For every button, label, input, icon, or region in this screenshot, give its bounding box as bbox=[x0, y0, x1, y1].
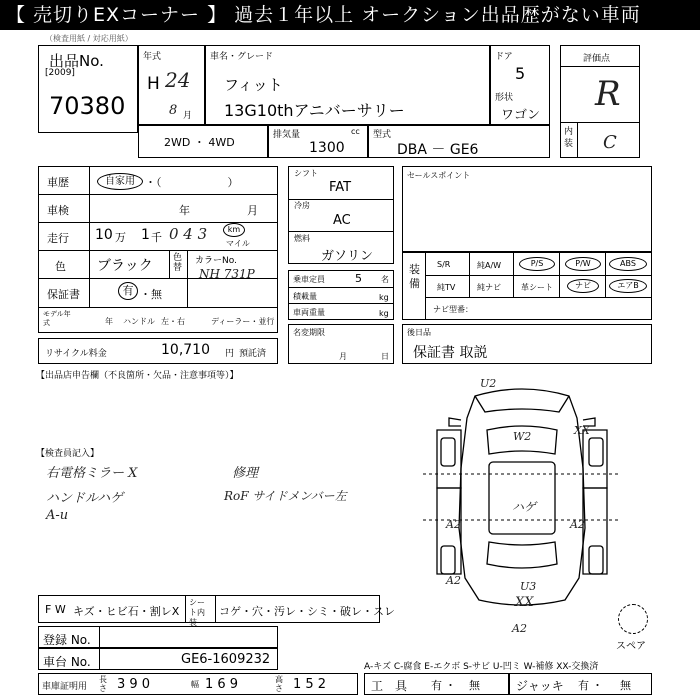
mark-roof: U2 bbox=[480, 377, 497, 390]
weight-unit: kg bbox=[379, 309, 389, 318]
color-code-hand: NH 731P bbox=[199, 267, 255, 281]
displacement-label: 排気量 bbox=[273, 130, 301, 140]
jack-box: ジャッキ 有 ・ 無 bbox=[509, 673, 652, 695]
shape-label: 形状 bbox=[495, 93, 514, 103]
displacement-unit: cc bbox=[351, 127, 360, 136]
garage-cert-box bbox=[38, 673, 358, 695]
equip-airbag: エアB bbox=[609, 279, 647, 293]
lot-label: 出品No. bbox=[49, 52, 104, 70]
color-code-label: カラーNo. bbox=[195, 256, 237, 266]
car-model: フィット bbox=[224, 76, 283, 94]
score-box bbox=[560, 45, 640, 158]
door-value: 5 bbox=[515, 64, 526, 83]
capacity-value: 5 bbox=[355, 272, 362, 285]
tools-box: 工 具 有 ・ 無 bbox=[364, 673, 509, 695]
model-year-year: 年 bbox=[105, 317, 113, 326]
capacity-unit: 名 bbox=[381, 275, 389, 284]
year-label: 年式 bbox=[143, 52, 162, 62]
mileage-sen: 1 bbox=[141, 227, 150, 243]
mileage-man-unit: 万 bbox=[115, 231, 126, 244]
inspection-year: 年 bbox=[179, 204, 190, 217]
mileage-unit-km: km bbox=[223, 223, 245, 237]
name-label: 車名・グレード bbox=[210, 52, 274, 62]
year-month: 8 bbox=[169, 103, 178, 118]
drive-value: 2WD ・ 4WD bbox=[164, 136, 235, 149]
equip-navi2: ナビ bbox=[567, 279, 599, 293]
year-month-unit: 月 bbox=[183, 111, 193, 121]
mark-right-mid: A2 bbox=[570, 518, 585, 531]
equipment-label: 装備 bbox=[409, 263, 420, 290]
tools-label: 工 具 bbox=[371, 679, 408, 693]
name-change-day: 日 bbox=[381, 352, 389, 361]
color-change-label: 色替 bbox=[173, 253, 183, 273]
inspector-right1: 修理 bbox=[232, 466, 259, 481]
mark-rear: U3 bbox=[520, 580, 537, 593]
chassis-label: 車台 No. bbox=[43, 655, 91, 669]
tools-yes: 有 bbox=[431, 679, 442, 692]
recycle-box bbox=[38, 338, 278, 364]
aircon-value: AC bbox=[333, 213, 351, 228]
name-change-box bbox=[288, 324, 394, 364]
cert-label: 車庫証明用 bbox=[42, 682, 88, 692]
damage-legend: A-キズ C-腐食 E-エクボ S-サビ U-凹ミ W-補修 XX-交換済 bbox=[364, 662, 599, 672]
form-note: （検査用紙 / 対応用紙） bbox=[45, 34, 133, 43]
shift-label: シフト bbox=[294, 169, 318, 178]
fw-sheet: シート内装 bbox=[189, 598, 205, 627]
car-grade: 13G10thアニバーサリー bbox=[224, 101, 405, 120]
load-label: 積載量 bbox=[293, 292, 317, 301]
mark-center: ハゲ bbox=[512, 500, 537, 514]
recycle-label: リサイクル料金 bbox=[45, 349, 107, 359]
navi-model-label: ナビ型番： bbox=[433, 305, 473, 314]
inspector-right2: RoF サイドメンバー左 bbox=[224, 489, 347, 503]
equip-abs: ABS bbox=[609, 257, 647, 271]
jack-label: ジャッキ bbox=[516, 679, 564, 693]
seller-notes-label: 【出品店申告欄（不良箇所・欠品・注意事項等）】 bbox=[36, 371, 239, 381]
auction-banner: 【 売切りEXコーナー 】 過去１年以上 オークション出品歴がない車両 bbox=[0, 0, 700, 30]
warranty-label: 保証書 bbox=[47, 288, 80, 301]
equip-navi: 純ナビ bbox=[477, 283, 501, 292]
jack-no: 無 bbox=[620, 679, 631, 692]
detail-box bbox=[38, 166, 278, 333]
inspector-label: 【検査員記入】 bbox=[36, 449, 100, 459]
year-era: H bbox=[147, 74, 160, 94]
registration-label: 登録 No. bbox=[43, 633, 91, 647]
weight-label: 車両重量 bbox=[293, 308, 325, 317]
model-year-label: モデル年式 bbox=[43, 310, 71, 327]
inspector-line3: A-u bbox=[46, 508, 69, 523]
shift-value: FAT bbox=[329, 180, 352, 195]
color-value: ブラック bbox=[97, 258, 153, 274]
equipment-box bbox=[402, 252, 652, 320]
warranty-dot: ・ bbox=[140, 288, 151, 301]
model-code-value: DBA － GE6 bbox=[397, 142, 479, 158]
score-value: R bbox=[595, 74, 621, 114]
warranty-no: 無 bbox=[151, 288, 162, 301]
history-label: 車歴 bbox=[47, 176, 69, 189]
history-suffix: ・（ ） bbox=[145, 176, 239, 189]
mileage-label: 走行 bbox=[47, 232, 69, 245]
equip-ps: P/S bbox=[519, 257, 555, 271]
cert-height-label: 高さ bbox=[275, 675, 283, 693]
interior-label: 内装 bbox=[564, 127, 574, 149]
name-change-label: 名変期限 bbox=[293, 328, 325, 337]
later-value: 保証書 取説 bbox=[413, 345, 488, 361]
fw-box bbox=[38, 595, 395, 627]
spare-tire-icon bbox=[618, 604, 648, 634]
fuel-value: ガソリン bbox=[321, 249, 374, 264]
model-code-label: 型式 bbox=[373, 130, 392, 140]
displacement-value: 1300 bbox=[309, 140, 345, 156]
displacement-box bbox=[268, 125, 368, 158]
cert-length-label: 長さ bbox=[99, 675, 107, 693]
name-box bbox=[205, 45, 490, 125]
chassis-value: GE6-1609232 bbox=[181, 652, 271, 667]
inspection-label: 車検 bbox=[47, 204, 69, 217]
cert-length: 3 9 0 bbox=[117, 677, 151, 692]
spec-box bbox=[288, 166, 394, 264]
door-box bbox=[490, 45, 550, 125]
fuel-label: 燃料 bbox=[294, 234, 310, 243]
mark-rear-left: A2 bbox=[446, 574, 461, 587]
equip-aw: 純A/W bbox=[477, 261, 502, 270]
door-label: ドア bbox=[495, 52, 513, 62]
load-unit: kg bbox=[379, 293, 389, 302]
later-box bbox=[402, 324, 652, 364]
model-code-box bbox=[368, 125, 550, 158]
equip-tv: 純TV bbox=[437, 283, 456, 292]
spare-label: スペア bbox=[616, 641, 646, 652]
lot-box bbox=[38, 45, 138, 133]
fw-items2: コゲ・穴・汚レ・シミ・破レ・スレ bbox=[219, 605, 395, 618]
cert-width-label: 幅 bbox=[191, 680, 199, 689]
warranty-yes: 有 bbox=[118, 282, 138, 300]
tools-no: 無 bbox=[469, 679, 480, 692]
color-label: 色 bbox=[55, 260, 66, 273]
model-year-lr: 左・右 bbox=[161, 317, 185, 326]
lot-number: 70380 bbox=[49, 92, 126, 120]
capacity-label: 乗車定員 bbox=[293, 275, 325, 284]
year-box bbox=[138, 45, 205, 125]
name-change-month: 月 bbox=[339, 352, 347, 361]
aircon-label: 冷房 bbox=[294, 201, 310, 210]
model-year-dealer: ディーラー・並行 bbox=[211, 317, 275, 326]
chassis-box bbox=[38, 648, 278, 670]
mark-bottom: A2 bbox=[512, 622, 527, 635]
recycle-value: 10,710 bbox=[161, 342, 210, 358]
inspector-line2: ハンドルハゲ bbox=[46, 491, 124, 506]
registration-box bbox=[38, 626, 278, 648]
history-value: 自家用 bbox=[97, 173, 143, 190]
model-year-handle: ハンドル bbox=[123, 317, 155, 326]
drive-box bbox=[138, 125, 268, 158]
mileage-hand: 0 4 3 bbox=[169, 225, 208, 243]
mileage-man: 10 bbox=[95, 227, 113, 243]
fw-label: F W bbox=[45, 603, 66, 616]
shape-value: ワゴン bbox=[501, 108, 541, 123]
capacity-box bbox=[288, 270, 394, 320]
sales-point-box bbox=[402, 166, 652, 252]
mileage-unit-mile: マイル bbox=[226, 239, 250, 248]
fw-items: キズ・ヒビ石・割レX bbox=[73, 605, 180, 618]
inspector-line1: 右電格ミラー X bbox=[46, 466, 138, 481]
mark-rear2: XX bbox=[515, 595, 534, 610]
lot-year-tag: [2009] bbox=[45, 68, 75, 78]
sales-point-label: セールスポイント bbox=[407, 171, 471, 180]
equip-sr: S/R bbox=[437, 260, 451, 269]
later-label: 後日品 bbox=[407, 328, 431, 337]
equip-pw: P/W bbox=[565, 257, 601, 271]
score-label: 評価点 bbox=[583, 54, 611, 64]
cert-height: 1 5 2 bbox=[293, 677, 327, 692]
cert-width: 1 6 9 bbox=[205, 677, 239, 692]
mark-front-left: A2 bbox=[446, 518, 461, 531]
mark-hood: W2 bbox=[513, 430, 532, 443]
equip-leather: 革シート bbox=[521, 283, 553, 292]
jack-yes: 有 bbox=[578, 679, 589, 692]
recycle-unit: 円 bbox=[225, 349, 235, 359]
mark-top-right: XX bbox=[574, 424, 590, 437]
year-value: 24 bbox=[165, 68, 191, 92]
inspection-month: 月 bbox=[247, 204, 258, 217]
interior-value: C bbox=[603, 132, 617, 153]
mileage-sen-unit: 千 bbox=[151, 231, 162, 244]
recycle-deposit: 預託済 bbox=[239, 349, 267, 359]
